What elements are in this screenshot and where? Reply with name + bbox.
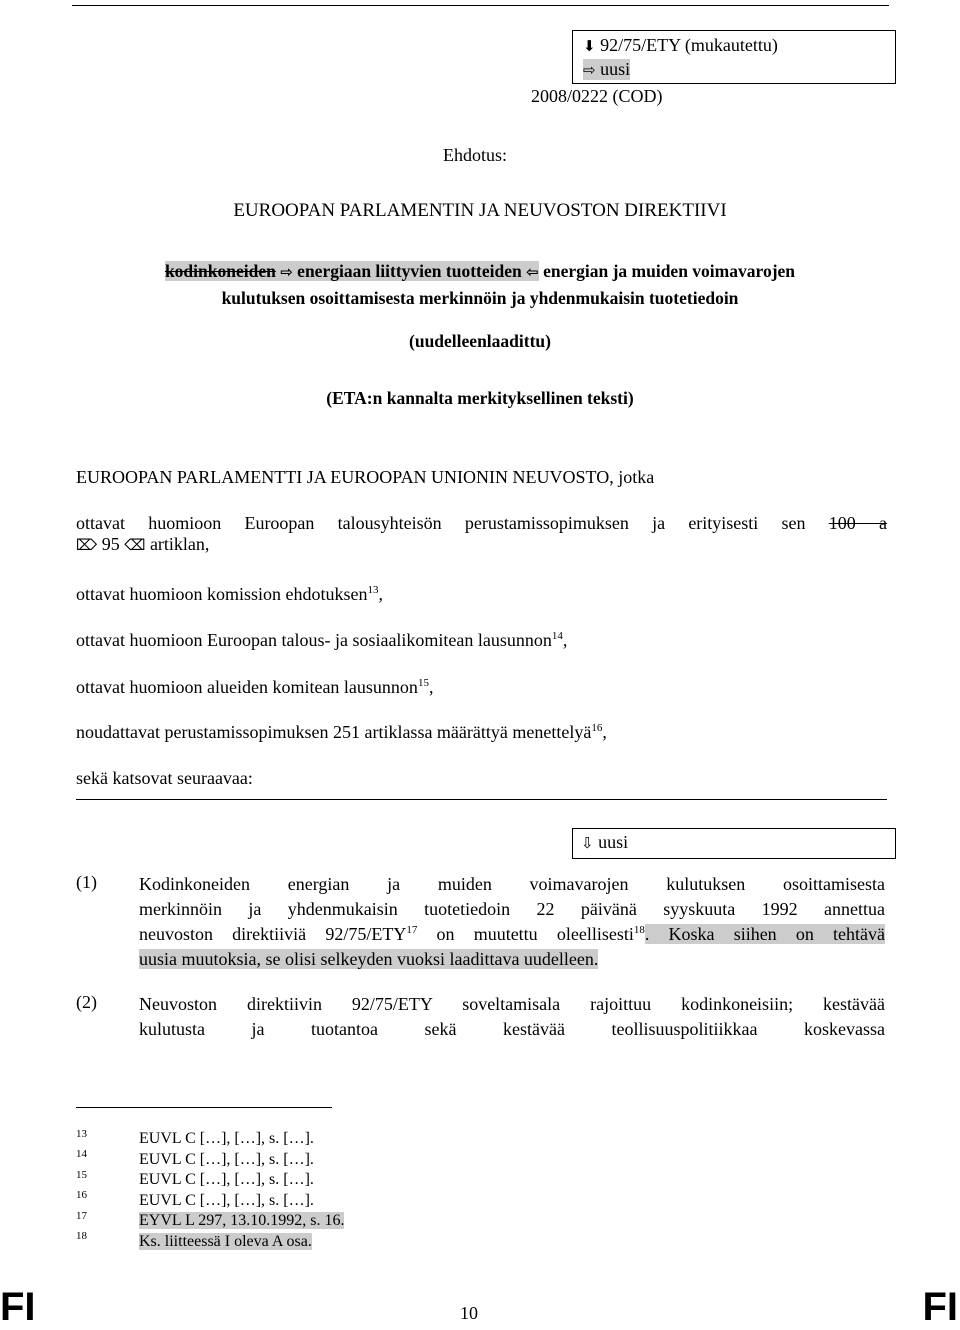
recital-number: (2) [76, 992, 97, 1012]
insert-end-box-icon: ⌫ [124, 536, 146, 554]
section-divider [76, 799, 887, 800]
recital-2: Neuvoston direktiivin 92/75/ETY soveltamisala rajoittuu kodinkoneisiin; kestävää kulutusta ja tuotantoa sekä kestävää teollisuuspolitiikkaa koskevassa [139, 994, 885, 1039]
subtitle-line-1: kodinkoneiden ⇨ energiaan liittyvien tuotteiden ⇦ energian ja muiden voimavarojen [164, 261, 796, 281]
footnote-text: EUVL C […], […], s. […]. [139, 1130, 314, 1147]
inserted-article: 95 [101, 534, 120, 554]
insert-start-icon: ⇨ [280, 263, 293, 281]
footnote-text: EUVL C […], […], s. […]. [139, 1151, 314, 1168]
footnote-text: EYVL L 297, 13.10.1992, s. 16. [139, 1212, 345, 1229]
footnote-separator [76, 1107, 332, 1108]
deleted-article: 100 a [828, 513, 887, 533]
source-reference: ⬇ 92/75/ETY (mukautettu) [583, 35, 778, 55]
treaty-line-1: ottavat huomioon Euroopan talousyhteisön perustamissopimuksen ja erityisesti sen 100 a [76, 513, 887, 533]
footnote-number: 17 [76, 1210, 87, 1222]
footnote-number: 16 [76, 1189, 87, 1201]
new-section-marker: ⇩ uusi [581, 832, 629, 852]
recital-1-line-3: neuvoston direktiiviä 92/75/ETY$^{17}$ on muutettu oleellisesti$^{18}$. Koska siihen on tehtävä [139, 924, 886, 944]
new-section-box [572, 828, 896, 859]
recital-1: Kodinkoneiden energian ja muiden voimavarojen kulutuksen osoittamisesta merkinnöin ja yhdenmukaisin tuotetiedoin 22 päivänä syyskuuta 1992 annettua neuvoston direktiiviä 92/75/ETY$^{17}$ on muutettu oleellisesti$^{18}$. Koska siihen on tehtävä uusia muutoksia, se olisi selkeyden vuoksi laadittava uudelleen. [139, 874, 886, 969]
source-reference-box [572, 30, 896, 84]
preamble-procedure: noudattavat perustamissopimuksen 251 artiklassa määrättyä menettelyä$^{16}$, [76, 722, 607, 742]
proposal-label: Ehdotus: [443, 145, 508, 165]
inserted-text: energiaan liittyvien tuotteiden [297, 261, 522, 281]
recital-1-highlight: uusia muutoksia, se olisi selkeyden vuoksi laadittava uudelleen. [139, 949, 599, 969]
footnote-text: EUVL C […], […], s. […]. [139, 1192, 314, 1209]
document-subtitle [0, 258, 960, 311]
subtitle-line-2: kulutuksen osoittamisesta merkinnöin ja yhdenmukaisin tuotetiedoin [221, 288, 739, 308]
footnote-number: 15 [76, 1169, 87, 1181]
insert-end-icon: ⇦ [526, 263, 539, 281]
preamble-whereas: sekä katsovat seuraavaa: [76, 768, 253, 788]
page-number: 10 [460, 1303, 478, 1323]
footnote-text: Ks. liitteessä I oleva A osa. [139, 1233, 312, 1250]
preamble-parties: EUROOPAN PARLAMENTTI JA EUROOPAN UNIONIN NEUVOSTO, jotka [76, 467, 655, 487]
insert-start-box-icon: ⌦ [76, 536, 98, 554]
new-marker: ⇨ uusi [583, 59, 631, 79]
footnote-text: EUVL C […], […], s. […]. [139, 1171, 314, 1188]
preamble-esc: ottavat huomioon Euroopan talous- ja sosiaalikomitean lausunnon$^{14}$, [76, 630, 568, 650]
recital-number: (1) [76, 872, 97, 892]
footnote-number: 14 [76, 1148, 87, 1160]
language-code-left: FI [0, 1285, 36, 1329]
arrow-right-outline-icon: ⇨ [583, 61, 596, 79]
preamble-cor: ottavat huomioon alueiden komitean lausunnon$^{15}$, [76, 677, 434, 697]
arrow-down-icon: ⬇ [583, 37, 596, 55]
deleted-word: kodinkoneiden [164, 261, 276, 281]
document-title: EUROOPAN PARLAMENTIN JA NEUVOSTON DIREKTIIVI [233, 200, 727, 221]
top-rule [72, 5, 889, 6]
footnote-number: 18 [76, 1230, 87, 1242]
eea-relevance: (ETA:n kannalta merkityksellinen teksti) [326, 388, 634, 408]
language-code-right: FI [922, 1285, 958, 1329]
arrow-down-outline-icon: ⇩ [581, 834, 594, 852]
treaty-line-2: ⌦ 95 ⌫ artiklan, [76, 534, 210, 554]
procedure-number: 2008/0222 (COD) [531, 86, 663, 106]
footnote-number: 13 [76, 1128, 87, 1140]
preamble-treaty [76, 513, 887, 555]
preamble-commission: ottavat huomioon komission ehdotuksen$^{13}$, [76, 584, 383, 604]
subtitle-highlight [165, 261, 539, 281]
recast-label: (uudelleenlaadittu) [409, 331, 551, 351]
